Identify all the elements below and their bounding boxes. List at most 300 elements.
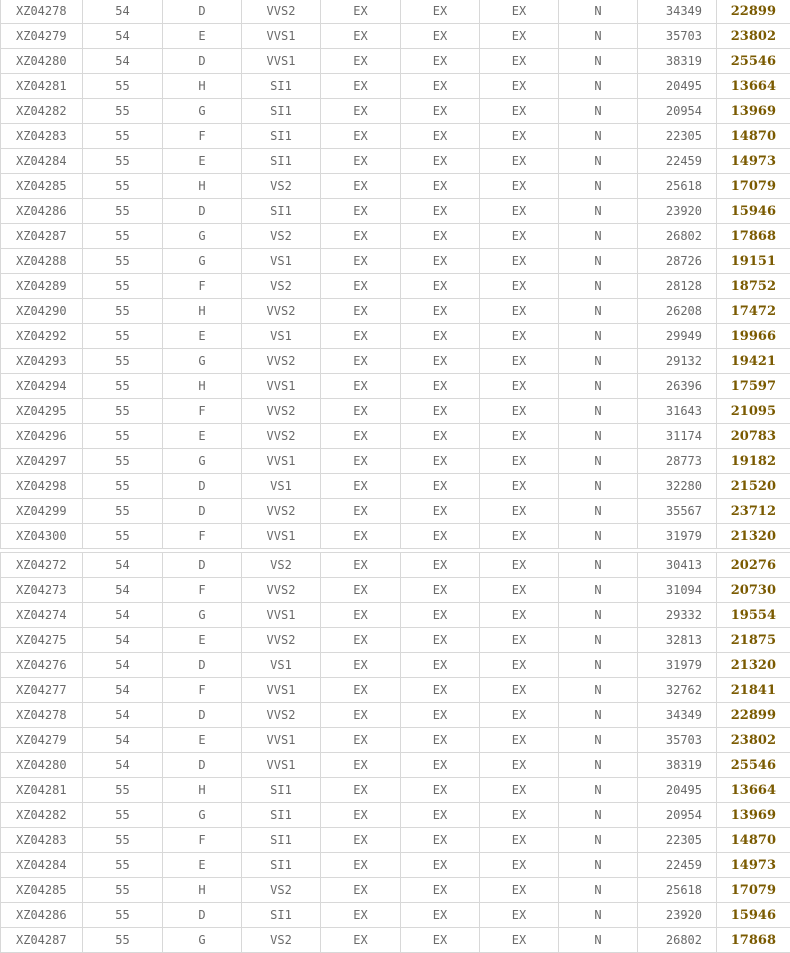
sale-price-cell: 21095 bbox=[717, 399, 790, 424]
symmetry-cell: EX bbox=[480, 728, 559, 753]
sale-price-cell: 14973 bbox=[717, 853, 790, 878]
fluorescence-cell: N bbox=[559, 74, 638, 99]
clarity-cell: VS2 bbox=[242, 224, 321, 249]
sale-price-cell: 21320 bbox=[717, 653, 790, 678]
symmetry-cell: EX bbox=[480, 174, 559, 199]
polish-cell: EX bbox=[401, 928, 480, 953]
size-cell: 55 bbox=[83, 224, 163, 249]
polish-cell: EX bbox=[401, 778, 480, 803]
color-cell: E bbox=[163, 149, 242, 174]
cut-cell: EX bbox=[321, 603, 401, 628]
sale-price-cell: 23802 bbox=[717, 24, 790, 49]
polish-cell: EX bbox=[401, 728, 480, 753]
fluorescence-cell: N bbox=[559, 853, 638, 878]
fluorescence-cell: N bbox=[559, 24, 638, 49]
symmetry-cell: EX bbox=[480, 424, 559, 449]
clarity-cell: SI1 bbox=[242, 853, 321, 878]
sku-cell: XZ04292 bbox=[1, 324, 83, 349]
size-cell: 55 bbox=[83, 324, 163, 349]
table-row bbox=[1, 853, 790, 878]
sku-cell: XZ04284 bbox=[1, 853, 83, 878]
polish-cell: EX bbox=[401, 578, 480, 603]
cut-cell: EX bbox=[321, 249, 401, 274]
clarity-cell: VS1 bbox=[242, 324, 321, 349]
list-price-cell: 29949 bbox=[638, 324, 717, 349]
fluorescence-cell: N bbox=[559, 324, 638, 349]
fluorescence-cell: N bbox=[559, 828, 638, 853]
cut-cell: EX bbox=[321, 74, 401, 99]
table-row bbox=[1, 603, 790, 628]
polish-cell: EX bbox=[401, 803, 480, 828]
list-price-cell: 28726 bbox=[638, 249, 717, 274]
cut-cell: EX bbox=[321, 424, 401, 449]
color-cell: F bbox=[163, 828, 242, 853]
fluorescence-cell: N bbox=[559, 49, 638, 74]
table-row bbox=[1, 703, 790, 728]
cut-cell: EX bbox=[321, 853, 401, 878]
table-row bbox=[1, 728, 790, 753]
fluorescence-cell: N bbox=[559, 349, 638, 374]
sale-price-cell: 17079 bbox=[717, 878, 790, 903]
color-cell: H bbox=[163, 878, 242, 903]
table-row bbox=[1, 399, 790, 424]
table-row bbox=[1, 124, 790, 149]
polish-cell: EX bbox=[401, 224, 480, 249]
color-cell: D bbox=[163, 49, 242, 74]
cut-cell: EX bbox=[321, 449, 401, 474]
size-cell: 55 bbox=[83, 124, 163, 149]
sku-cell: XZ04281 bbox=[1, 778, 83, 803]
sale-price-cell: 19421 bbox=[717, 349, 790, 374]
table-row bbox=[1, 928, 790, 953]
size-cell: 55 bbox=[83, 99, 163, 124]
cut-cell: EX bbox=[321, 199, 401, 224]
table-row bbox=[1, 49, 790, 74]
clarity-cell: SI1 bbox=[242, 149, 321, 174]
list-price-cell: 31979 bbox=[638, 653, 717, 678]
fluorescence-cell: N bbox=[559, 474, 638, 499]
size-cell: 54 bbox=[83, 728, 163, 753]
sale-price-cell: 17472 bbox=[717, 299, 790, 324]
table-row bbox=[1, 678, 790, 703]
fluorescence-cell: N bbox=[559, 628, 638, 653]
list-price-cell: 26396 bbox=[638, 374, 717, 399]
size-cell: 55 bbox=[83, 349, 163, 374]
sku-cell: XZ04278 bbox=[1, 703, 83, 728]
polish-cell: EX bbox=[401, 274, 480, 299]
clarity-cell: SI1 bbox=[242, 778, 321, 803]
color-cell: D bbox=[163, 753, 242, 778]
color-cell: D bbox=[163, 474, 242, 499]
symmetry-cell: EX bbox=[480, 499, 559, 524]
polish-cell: EX bbox=[401, 903, 480, 928]
fluorescence-cell: N bbox=[559, 274, 638, 299]
symmetry-cell: EX bbox=[480, 778, 559, 803]
sku-cell: XZ04278 bbox=[1, 0, 83, 24]
cut-cell: EX bbox=[321, 928, 401, 953]
color-cell: F bbox=[163, 124, 242, 149]
polish-cell: EX bbox=[401, 49, 480, 74]
clarity-cell: VS1 bbox=[242, 249, 321, 274]
polish-cell: EX bbox=[401, 0, 480, 24]
sale-price-cell: 20730 bbox=[717, 578, 790, 603]
symmetry-cell: EX bbox=[480, 49, 559, 74]
sku-cell: XZ04273 bbox=[1, 578, 83, 603]
sku-cell: XZ04286 bbox=[1, 199, 83, 224]
sale-price-cell: 15946 bbox=[717, 199, 790, 224]
clarity-cell: VVS2 bbox=[242, 499, 321, 524]
polish-cell: EX bbox=[401, 349, 480, 374]
clarity-cell: SI1 bbox=[242, 99, 321, 124]
cut-cell: EX bbox=[321, 149, 401, 174]
sku-cell: XZ04280 bbox=[1, 753, 83, 778]
table-row bbox=[1, 878, 790, 903]
color-cell: E bbox=[163, 424, 242, 449]
cut-cell: EX bbox=[321, 803, 401, 828]
clarity-cell: VVS2 bbox=[242, 0, 321, 24]
list-price-cell: 23920 bbox=[638, 199, 717, 224]
color-cell: E bbox=[163, 728, 242, 753]
sale-price-cell: 25546 bbox=[717, 49, 790, 74]
sale-price-cell: 13969 bbox=[717, 99, 790, 124]
fluorescence-cell: N bbox=[559, 653, 638, 678]
clarity-cell: VVS2 bbox=[242, 299, 321, 324]
polish-cell: EX bbox=[401, 853, 480, 878]
sku-cell: XZ04287 bbox=[1, 224, 83, 249]
cut-cell: EX bbox=[321, 828, 401, 853]
color-cell: F bbox=[163, 678, 242, 703]
clarity-cell: VVS1 bbox=[242, 449, 321, 474]
sku-cell: XZ04279 bbox=[1, 24, 83, 49]
clarity-cell: SI1 bbox=[242, 74, 321, 99]
sale-price-cell: 13664 bbox=[717, 778, 790, 803]
size-cell: 54 bbox=[83, 24, 163, 49]
polish-cell: EX bbox=[401, 374, 480, 399]
symmetry-cell: EX bbox=[480, 324, 559, 349]
sku-cell: XZ04299 bbox=[1, 499, 83, 524]
cut-cell: EX bbox=[321, 374, 401, 399]
size-cell: 54 bbox=[83, 653, 163, 678]
size-cell: 55 bbox=[83, 853, 163, 878]
table-row bbox=[1, 349, 790, 374]
clarity-cell: SI1 bbox=[242, 199, 321, 224]
sku-cell: XZ04285 bbox=[1, 174, 83, 199]
polish-cell: EX bbox=[401, 399, 480, 424]
polish-cell: EX bbox=[401, 878, 480, 903]
table-row bbox=[1, 578, 790, 603]
table-row bbox=[1, 0, 790, 24]
sku-cell: XZ04296 bbox=[1, 424, 83, 449]
size-cell: 54 bbox=[83, 553, 163, 578]
list-price-cell: 26802 bbox=[638, 928, 717, 953]
symmetry-cell: EX bbox=[480, 399, 559, 424]
color-cell: F bbox=[163, 274, 242, 299]
symmetry-cell: EX bbox=[480, 524, 559, 549]
cut-cell: EX bbox=[321, 878, 401, 903]
size-cell: 54 bbox=[83, 678, 163, 703]
list-price-cell: 35703 bbox=[638, 24, 717, 49]
table-row bbox=[1, 324, 790, 349]
table-row bbox=[1, 628, 790, 653]
color-cell: D bbox=[163, 499, 242, 524]
table-row bbox=[1, 149, 790, 174]
symmetry-cell: EX bbox=[480, 349, 559, 374]
polish-cell: EX bbox=[401, 249, 480, 274]
symmetry-cell: EX bbox=[480, 828, 559, 853]
size-cell: 54 bbox=[83, 753, 163, 778]
sku-cell: XZ04290 bbox=[1, 299, 83, 324]
fluorescence-cell: N bbox=[559, 928, 638, 953]
cut-cell: EX bbox=[321, 274, 401, 299]
clarity-cell: VVS2 bbox=[242, 628, 321, 653]
list-price-cell: 20954 bbox=[638, 99, 717, 124]
cut-cell: EX bbox=[321, 324, 401, 349]
size-cell: 55 bbox=[83, 374, 163, 399]
sku-cell: XZ04274 bbox=[1, 603, 83, 628]
cut-cell: EX bbox=[321, 99, 401, 124]
color-cell: H bbox=[163, 778, 242, 803]
fluorescence-cell: N bbox=[559, 149, 638, 174]
color-cell: F bbox=[163, 578, 242, 603]
polish-cell: EX bbox=[401, 124, 480, 149]
table-row bbox=[1, 24, 790, 49]
list-price-cell: 31174 bbox=[638, 424, 717, 449]
table-row bbox=[1, 199, 790, 224]
list-price-cell: 20954 bbox=[638, 803, 717, 828]
sku-cell: XZ04282 bbox=[1, 803, 83, 828]
list-price-cell: 38319 bbox=[638, 753, 717, 778]
symmetry-cell: EX bbox=[480, 553, 559, 578]
fluorescence-cell: N bbox=[559, 99, 638, 124]
clarity-cell: VVS2 bbox=[242, 349, 321, 374]
color-cell: H bbox=[163, 74, 242, 99]
polish-cell: EX bbox=[401, 299, 480, 324]
clarity-cell: VVS1 bbox=[242, 603, 321, 628]
fluorescence-cell: N bbox=[559, 728, 638, 753]
list-price-cell: 25618 bbox=[638, 174, 717, 199]
sale-price-cell: 23802 bbox=[717, 728, 790, 753]
size-cell: 54 bbox=[83, 0, 163, 24]
list-price-cell: 38319 bbox=[638, 49, 717, 74]
sku-cell: XZ04277 bbox=[1, 678, 83, 703]
sku-cell: XZ04285 bbox=[1, 878, 83, 903]
list-price-cell: 28773 bbox=[638, 449, 717, 474]
table-row bbox=[1, 474, 790, 499]
sale-price-cell: 18752 bbox=[717, 274, 790, 299]
sale-price-cell: 17868 bbox=[717, 224, 790, 249]
clarity-cell: VVS2 bbox=[242, 578, 321, 603]
table-row bbox=[1, 249, 790, 274]
sku-cell: XZ04283 bbox=[1, 124, 83, 149]
cut-cell: EX bbox=[321, 553, 401, 578]
sku-cell: XZ04272 bbox=[1, 553, 83, 578]
list-price-cell: 32280 bbox=[638, 474, 717, 499]
sku-cell: XZ04275 bbox=[1, 628, 83, 653]
list-price-cell: 29332 bbox=[638, 603, 717, 628]
size-cell: 54 bbox=[83, 49, 163, 74]
color-cell: G bbox=[163, 99, 242, 124]
sku-cell: XZ04300 bbox=[1, 524, 83, 549]
table-row bbox=[1, 778, 790, 803]
polish-cell: EX bbox=[401, 553, 480, 578]
sale-price-cell: 17079 bbox=[717, 174, 790, 199]
color-cell: F bbox=[163, 524, 242, 549]
fluorescence-cell: N bbox=[559, 903, 638, 928]
cut-cell: EX bbox=[321, 653, 401, 678]
symmetry-cell: EX bbox=[480, 449, 559, 474]
sku-cell: XZ04286 bbox=[1, 903, 83, 928]
sale-price-cell: 13664 bbox=[717, 74, 790, 99]
polish-cell: EX bbox=[401, 653, 480, 678]
color-cell: G bbox=[163, 603, 242, 628]
fluorescence-cell: N bbox=[559, 224, 638, 249]
fluorescence-cell: N bbox=[559, 499, 638, 524]
cut-cell: EX bbox=[321, 399, 401, 424]
table-row bbox=[1, 99, 790, 124]
table-row bbox=[1, 803, 790, 828]
list-price-cell: 35567 bbox=[638, 499, 717, 524]
symmetry-cell: EX bbox=[480, 74, 559, 99]
size-cell: 55 bbox=[83, 928, 163, 953]
size-cell: 55 bbox=[83, 474, 163, 499]
size-cell: 55 bbox=[83, 174, 163, 199]
cut-cell: EX bbox=[321, 0, 401, 24]
symmetry-cell: EX bbox=[480, 653, 559, 678]
fluorescence-cell: N bbox=[559, 249, 638, 274]
cut-cell: EX bbox=[321, 24, 401, 49]
sale-price-cell: 19554 bbox=[717, 603, 790, 628]
sku-cell: XZ04289 bbox=[1, 274, 83, 299]
fluorescence-cell: N bbox=[559, 299, 638, 324]
sku-cell: XZ04297 bbox=[1, 449, 83, 474]
clarity-cell: VVS1 bbox=[242, 374, 321, 399]
size-cell: 55 bbox=[83, 149, 163, 174]
sale-price-cell: 20276 bbox=[717, 553, 790, 578]
fluorescence-cell: N bbox=[559, 399, 638, 424]
clarity-cell: VS2 bbox=[242, 174, 321, 199]
clarity-cell: VVS1 bbox=[242, 728, 321, 753]
fluorescence-cell: N bbox=[559, 424, 638, 449]
size-cell: 54 bbox=[83, 603, 163, 628]
color-cell: G bbox=[163, 249, 242, 274]
sale-price-cell: 19966 bbox=[717, 324, 790, 349]
size-cell: 54 bbox=[83, 628, 163, 653]
sku-cell: XZ04279 bbox=[1, 728, 83, 753]
fluorescence-cell: N bbox=[559, 449, 638, 474]
sku-cell: XZ04298 bbox=[1, 474, 83, 499]
size-cell: 55 bbox=[83, 199, 163, 224]
list-price-cell: 20495 bbox=[638, 74, 717, 99]
polish-cell: EX bbox=[401, 828, 480, 853]
sku-cell: XZ04293 bbox=[1, 349, 83, 374]
list-price-cell: 26208 bbox=[638, 299, 717, 324]
sale-price-cell: 14973 bbox=[717, 149, 790, 174]
fluorescence-cell: N bbox=[559, 753, 638, 778]
cut-cell: EX bbox=[321, 678, 401, 703]
color-cell: G bbox=[163, 928, 242, 953]
list-price-cell: 23920 bbox=[638, 903, 717, 928]
color-cell: G bbox=[163, 224, 242, 249]
symmetry-cell: EX bbox=[480, 803, 559, 828]
list-price-cell: 31094 bbox=[638, 578, 717, 603]
clarity-cell: VVS1 bbox=[242, 678, 321, 703]
fluorescence-cell: N bbox=[559, 578, 638, 603]
polish-cell: EX bbox=[401, 174, 480, 199]
clarity-cell: VS2 bbox=[242, 553, 321, 578]
sale-price-cell: 19182 bbox=[717, 449, 790, 474]
sale-price-cell: 14870 bbox=[717, 828, 790, 853]
list-price-cell: 22305 bbox=[638, 828, 717, 853]
clarity-cell: VS1 bbox=[242, 474, 321, 499]
cut-cell: EX bbox=[321, 753, 401, 778]
list-price-cell: 22305 bbox=[638, 124, 717, 149]
polish-cell: EX bbox=[401, 149, 480, 174]
size-cell: 55 bbox=[83, 449, 163, 474]
symmetry-cell: EX bbox=[480, 149, 559, 174]
clarity-cell: SI1 bbox=[242, 124, 321, 149]
symmetry-cell: EX bbox=[480, 628, 559, 653]
sku-cell: XZ04294 bbox=[1, 374, 83, 399]
symmetry-cell: EX bbox=[480, 99, 559, 124]
clarity-cell: VS2 bbox=[242, 274, 321, 299]
symmetry-cell: EX bbox=[480, 249, 559, 274]
cut-cell: EX bbox=[321, 49, 401, 74]
list-price-cell: 35703 bbox=[638, 728, 717, 753]
fluorescence-cell: N bbox=[559, 524, 638, 549]
table-row bbox=[1, 553, 790, 578]
clarity-cell: SI1 bbox=[242, 903, 321, 928]
sale-price-cell: 21875 bbox=[717, 628, 790, 653]
table-row bbox=[1, 753, 790, 778]
table-row bbox=[1, 374, 790, 399]
sale-price-cell: 13969 bbox=[717, 803, 790, 828]
table-row bbox=[1, 524, 790, 549]
cut-cell: EX bbox=[321, 728, 401, 753]
list-price-cell: 34349 bbox=[638, 703, 717, 728]
symmetry-cell: EX bbox=[480, 903, 559, 928]
polish-cell: EX bbox=[401, 678, 480, 703]
clarity-cell: VVS2 bbox=[242, 424, 321, 449]
symmetry-cell: EX bbox=[480, 678, 559, 703]
fluorescence-cell: N bbox=[559, 174, 638, 199]
color-cell: H bbox=[163, 299, 242, 324]
fluorescence-cell: N bbox=[559, 374, 638, 399]
clarity-cell: VS2 bbox=[242, 928, 321, 953]
fluorescence-cell: N bbox=[559, 553, 638, 578]
color-cell: D bbox=[163, 199, 242, 224]
size-cell: 55 bbox=[83, 299, 163, 324]
size-cell: 55 bbox=[83, 803, 163, 828]
fluorescence-cell: N bbox=[559, 678, 638, 703]
color-cell: F bbox=[163, 399, 242, 424]
size-cell: 55 bbox=[83, 74, 163, 99]
sku-cell: XZ04281 bbox=[1, 74, 83, 99]
symmetry-cell: EX bbox=[480, 474, 559, 499]
symmetry-cell: EX bbox=[480, 753, 559, 778]
symmetry-cell: EX bbox=[480, 0, 559, 24]
color-cell: D bbox=[163, 703, 242, 728]
table-row bbox=[1, 224, 790, 249]
polish-cell: EX bbox=[401, 703, 480, 728]
symmetry-cell: EX bbox=[480, 274, 559, 299]
sale-price-cell: 15946 bbox=[717, 903, 790, 928]
color-cell: H bbox=[163, 174, 242, 199]
sku-cell: XZ04280 bbox=[1, 49, 83, 74]
symmetry-cell: EX bbox=[480, 24, 559, 49]
color-cell: H bbox=[163, 374, 242, 399]
symmetry-cell: EX bbox=[480, 224, 559, 249]
list-price-cell: 20495 bbox=[638, 778, 717, 803]
